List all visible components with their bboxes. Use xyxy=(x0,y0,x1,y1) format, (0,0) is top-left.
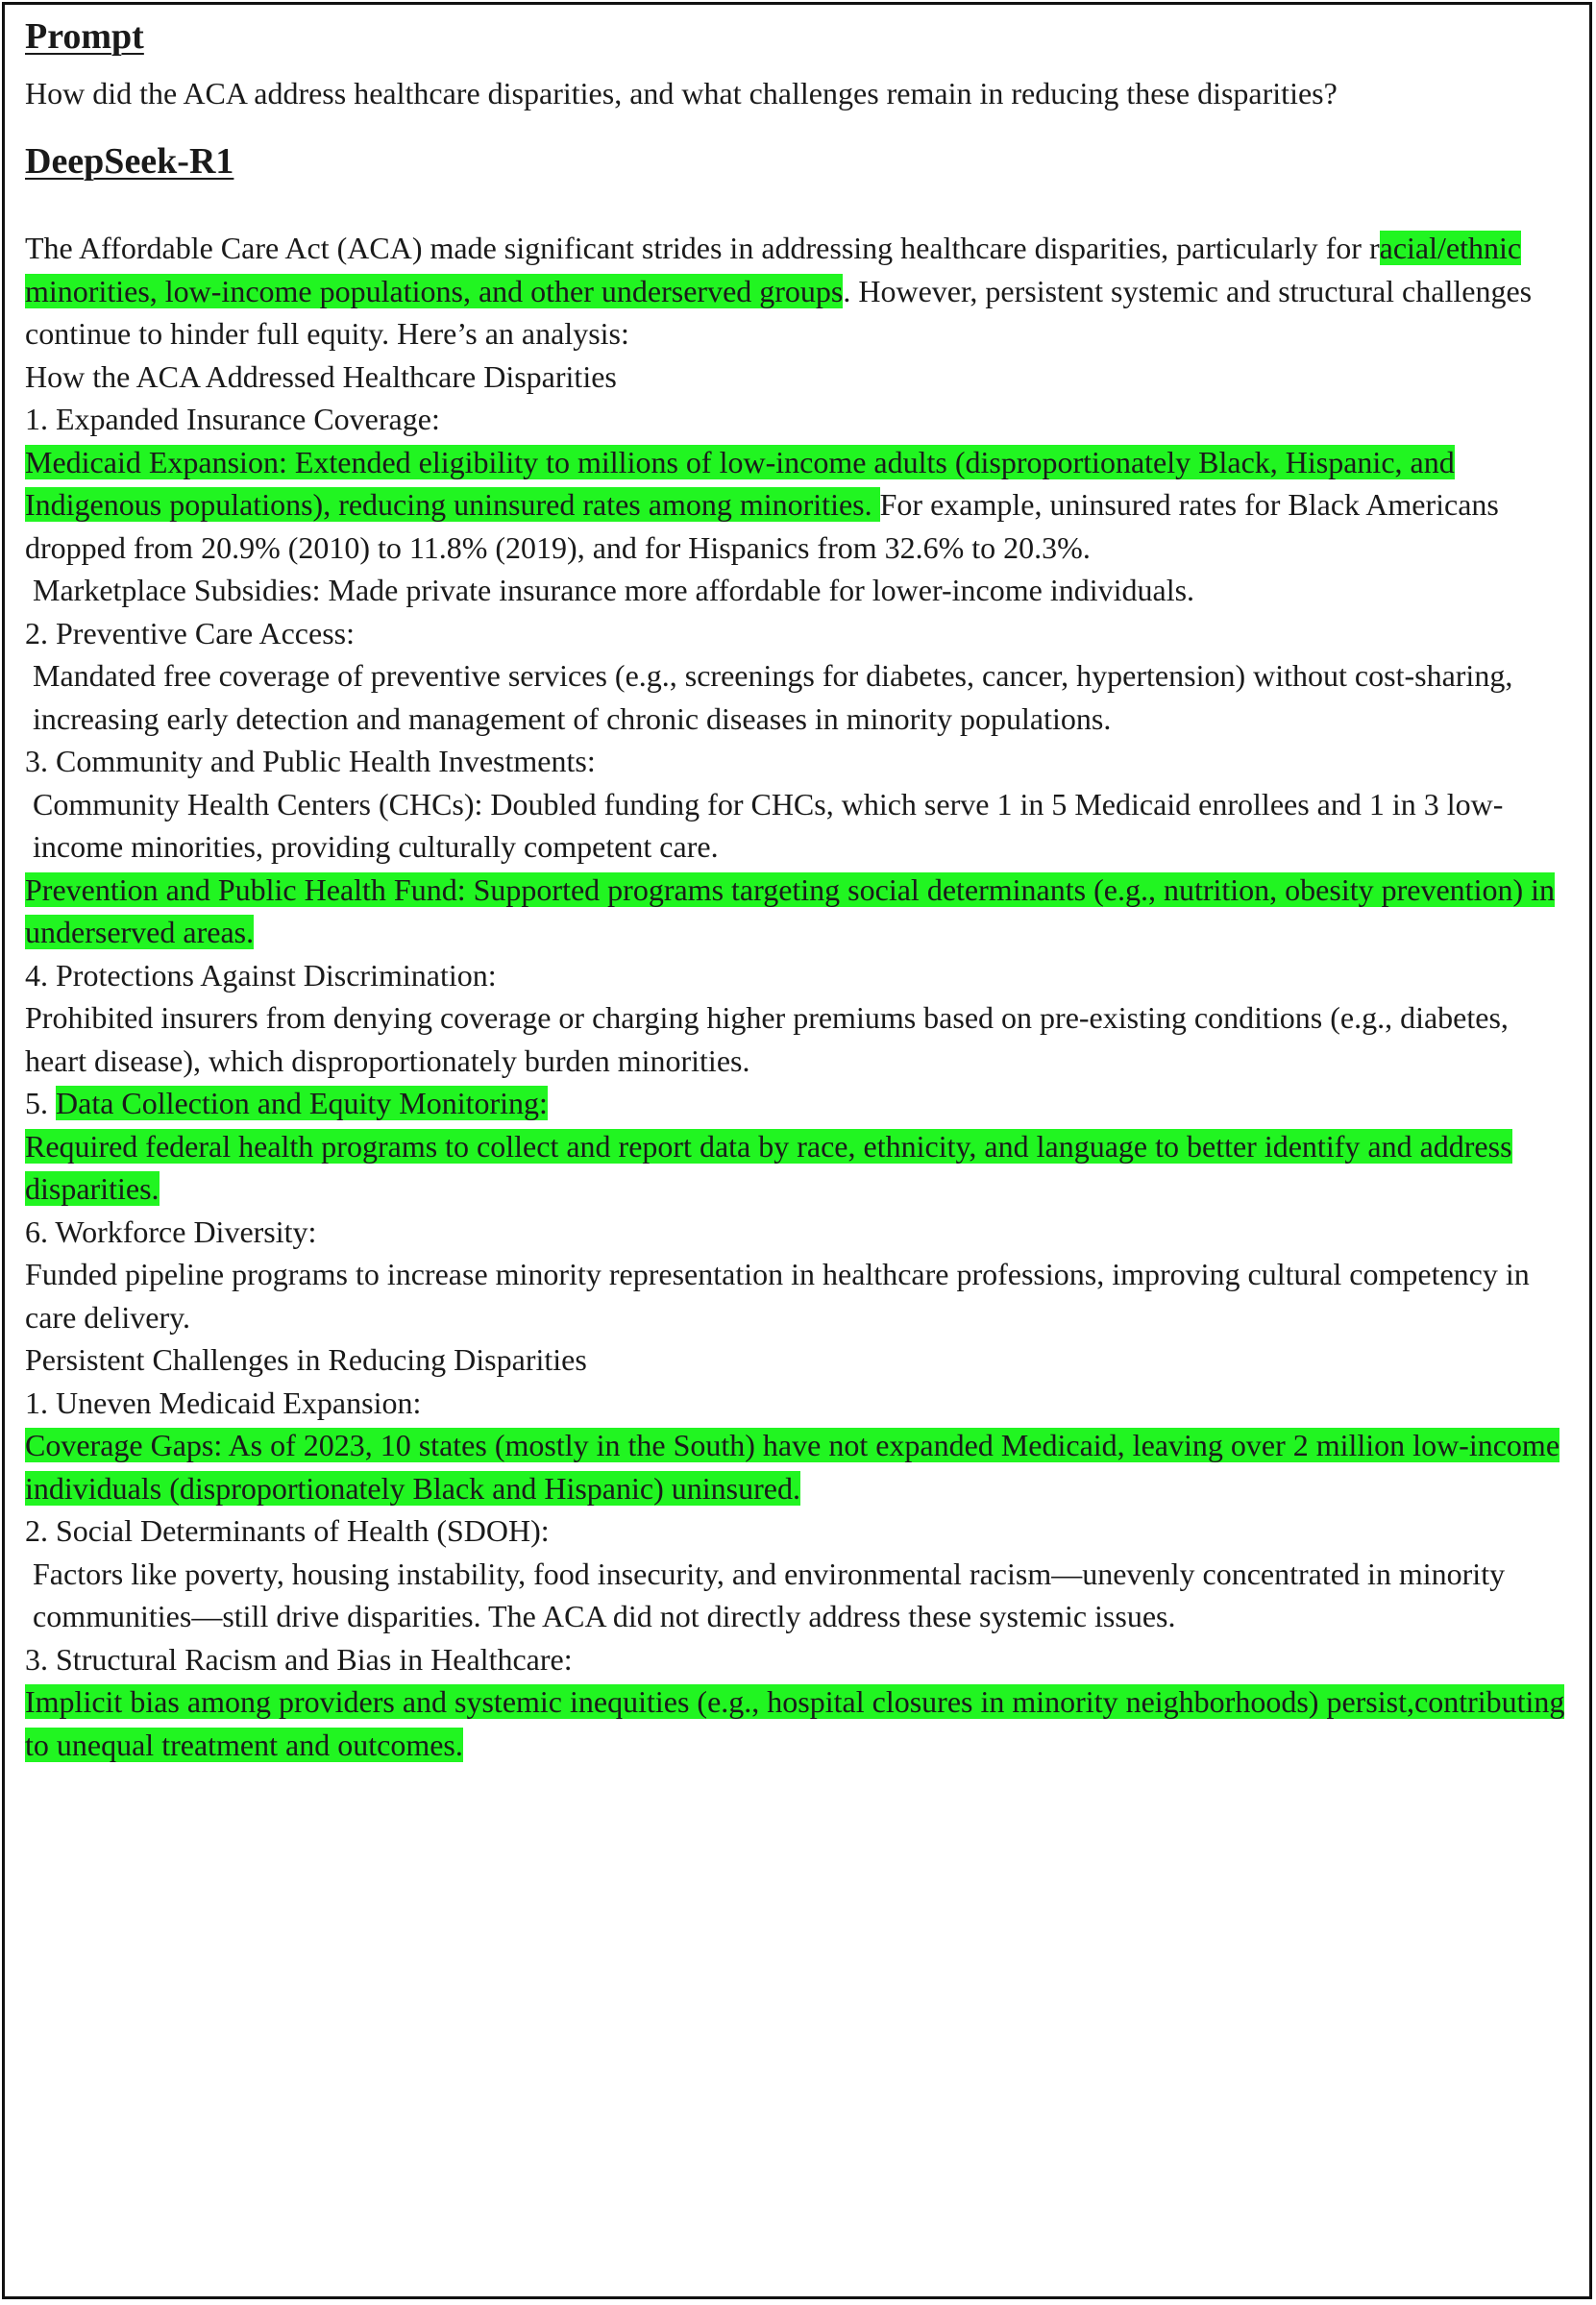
answer-intro xyxy=(25,227,1577,356)
section-title: Persistent Challenges in Reducing Disparities xyxy=(25,1342,587,1377)
highlighted-span: Prevention and Public Health Fund: Supported programs targeting social determinants (e.g., nutrition, obesity prevention) in underserved areas. xyxy=(25,871,1555,949)
item-title: 2. Social Determinants of Health (SDOH): xyxy=(25,1513,550,1548)
item-fund xyxy=(25,869,1577,954)
item-title: 1. Expanded Insurance Coverage: xyxy=(25,402,440,436)
highlighted-span: Required federal health programs to collect and report data by race, ethnicity, and language to better identify and address disparities. xyxy=(25,1128,1512,1206)
item-medicaid-expansion xyxy=(25,441,1577,570)
item-title: 3. Community and Public Health Investments: xyxy=(25,744,596,778)
item-example: For example, uninsured rates for Black Americans dropped from 20.9% (2010) to 11.8% (2019), and for Hispanics from 32.6% to 20.3%. xyxy=(25,487,1499,565)
document-content xyxy=(25,13,1577,1766)
item-marketplace: Marketplace Subsidies: Made private insurance more affordable for lower-income individuals. xyxy=(33,573,1195,607)
item-title: 4. Protections Against Discrimination: xyxy=(25,957,497,993)
highlighted-span: Coverage Gaps: As of 2023, 10 states (mostly in the South) have not expanded Medicaid, leaving over 2 million low-income individuals (disproportionately Black and Hispanic) uninsured. xyxy=(25,1428,1560,1506)
model-heading: DeepSeek-R1 xyxy=(25,141,234,182)
highlighted-span: acial/ethnic minorities, low-income populations, and other underserved groups xyxy=(25,231,1522,308)
highlighted-span: Data Collection and Equity Monitoring: xyxy=(56,1086,548,1120)
prompt-heading: Prompt xyxy=(25,16,144,57)
intro-text: The Affordable Care Act (ACA) made significant strides in addressing healthcare disparities, particularly for r xyxy=(25,231,1380,265)
item-title: 1. Uneven Medicaid Expansion: xyxy=(25,1385,422,1420)
section-title: How the ACA Addressed Healthcare Disparities xyxy=(25,358,617,394)
item-text xyxy=(25,1424,1577,1509)
item-text: Mandated free coverage of preventive services (e.g., screenings for diabetes, cancer, hypertension) without cost-sharing, increasing early detection and management of chronic diseases in minority populations. xyxy=(33,658,1513,736)
item-text: Factors like poverty, housing instability, food insecurity, and environmental racism—unevenly concentrated in minority communities—still drive disparities. The ACA did not directly address these systemic issues. xyxy=(33,1556,1506,1633)
item-number: 5. xyxy=(25,1086,56,1120)
prompt-text: How did the ACA address healthcare disparities, and what challenges remain in reducing these disparities? xyxy=(25,76,1338,110)
item-text: Community Health Centers (CHCs): Doubled funding for CHCs, which serve 1 in 5 Medicaid enrollees and 1 in 3 low-income minorities, providing culturally competent care. xyxy=(33,786,1504,864)
item-text: Funded pipeline programs to increase minority representation in healthcare professions, improving cultural competency in care delivery. xyxy=(25,1257,1530,1335)
item-text xyxy=(25,1680,1577,1766)
item-title: 3. Structural Racism and Bias in Healthcare: xyxy=(25,1641,573,1677)
item-title xyxy=(25,1082,1577,1125)
highlighted-span: Medicaid Expansion: Extended eligibility to millions of low-income adults (disproportionately Black, Hispanic, and Indigenous populations), reducing uninsured rates among minorities. xyxy=(25,444,1455,522)
model-answer xyxy=(25,227,1577,1766)
item-text: Prohibited insurers from denying coverage or charging higher premiums based on pre-existing conditions (e.g., diabetes, heart disease), which disproportionately burden minorities. xyxy=(25,1000,1509,1078)
item-title: 6. Workforce Diversity: xyxy=(25,1214,317,1249)
item-text xyxy=(25,1125,1577,1211)
intro-text-rest: . However, persistent systemic and structural challenges continue to hinder full equity. Here’s an analysis: xyxy=(25,273,1533,351)
highlighted-span: Implicit bias among providers and systemic inequities (e.g., hospital closures in minority neighborhoods) persist,contributing to unequal treatment and outcomes. xyxy=(25,1684,1565,1762)
item-title: 2. Preventive Care Access: xyxy=(25,615,355,650)
